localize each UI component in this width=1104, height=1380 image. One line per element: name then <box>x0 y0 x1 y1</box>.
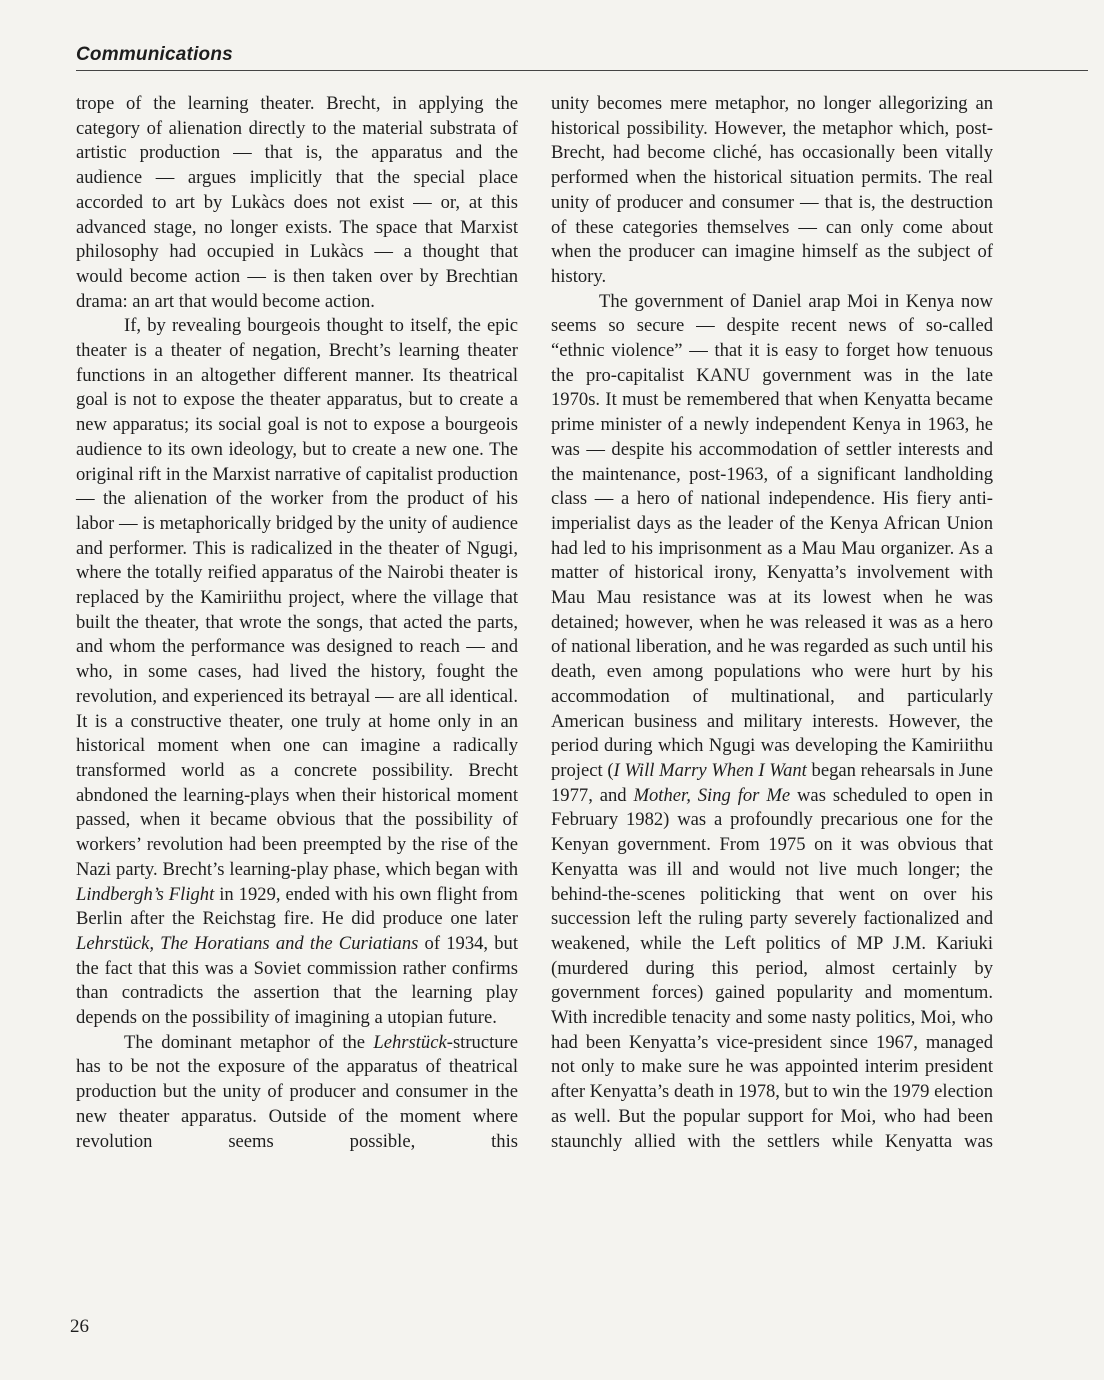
text-run: of 1934, but the fact that this was a Soviet commission rather confirms than contradicts the assertion that the learning play depends on the possibility of imagining a utopian future. <box>76 932 519 1029</box>
text-run: unity becomes mere metaphor, no longer allegorizing an historical possibility. However, the metaphor which, post-Brecht, had become cliché, has occasionally been vitally performed when the historical situation permits. The real unity of producer and consumer — that is, the destruction of these categories themselves — can only come about when the producer can imagine himself as the subject of history. <box>551 93 993 287</box>
header-rule <box>76 70 1088 71</box>
italic-title: Mother, Sing for Me <box>633 784 791 806</box>
text-run: was scheduled to open in February 1982) was a profoundly precarious one for the Kenyan government. From 1975 on it was obvious that Kenyatta was ill and would not live much longer; the behind-the-scenes politicking that went on over his succession left the ruling party severely factionalized and weakened, while the Left politics of MP J.M. Kariuki (murdered during this period, almost certainly by government forces) gained popularity and momentum. With incredible tenacity and some nasty politics, Moi, who had been Kenyatta’s vice-president since 1967, managed not only to make sure he was appointed interim president after Kenyatta’s death in 1978, but to win the 1979 election as well. But the popular support for Moi, who had been staunchly allied with the settlers while Kenyatta was <box>551 784 993 1152</box>
running-head: Communications <box>76 44 233 65</box>
italic-title: Lehrstück, The Horatians and the Curiatians <box>76 932 419 954</box>
text-run: The government of Daniel arap Moi in Kenya now seems so secure — despite recent news of so-called “ethnic violence” — that it is easy to forget how tenuous the pro-capitalist KANU government was in the late 1970s. It must be remembered that when Kenyatta became prime minister of a newly independent Kenya in 1963, he was — despite his accommodation of settler interests and the maintenance, post-1963, of a significant landholding class — a hero of national independence. His fiery anti-imperialist days as the leader of the Kenya African Union had led to his imprisonment as a Mau Mau organizer. As a matter of historical irony, Kenyatta’s involvement with Mau Mau resistance was at its lowest when he was detained; however, when he was released it was as a hero of national liberation, and he was regarded as such until his death, even among populations who were hurt by his accommodation of multinational, and particularly American business and military interests. However, the period during which Ngugi was developing the Kamiriithu project ( <box>551 290 993 781</box>
page-number: 26 <box>70 1316 89 1337</box>
italic-title: Lindbergh’s Flight <box>76 883 215 905</box>
italic-term: Lehrstück <box>373 1031 447 1053</box>
text-run: If, by revealing bourgeois thought to itself, the epic theater is a theater of negation, Brecht’s learning theater functions in an altogether different manner. Its theatrical goal is not to expose the theater apparatus, but to create a new apparatus; its social goal is not to expose a bourgeois audience to its own ideology, but to create a new one. The original rift in the Marxist narrative of capitalist production — the alienation of the worker from the product of his labor — is metaphorically bridged by the unity of audience and performer. This is radicalized in the theater of Ngugi, where the totally reified apparatus of the Nairobi theater is replaced by the Kamiriithu project, where the village that built the theater, that wrote the songs, that acted the parts, and whom the performance was designed to reach — and who, in some cases, had lived the history, fought the revolution, and experienced its betrayal — are all identical. It is a constructive theater, one truly at home only in an historical moment when one can imagine a radically transformed world as a concrete possibility. Brecht abndoned the learning-plays when their historical moment passed, when it became obvious that the possibility of workers’ revolution had been preempted by the rise of the Nazi party. Brecht’s learning-play phase, which began with <box>76 315 518 880</box>
paragraph <box>76 92 518 314</box>
paragraph <box>76 314 518 1030</box>
text-run: -structure has to be not the exposure of the apparatus of theatrical production but the unity of producer and consumer in the new theater apparatus. Outside of the moment where revolution seems possible, this <box>76 1031 518 1152</box>
text-run: The dominant metaphor of the <box>124 1031 374 1053</box>
paragraph <box>551 290 993 1155</box>
paragraph <box>551 92 993 290</box>
left-column <box>76 92 518 1154</box>
paragraph <box>76 1031 518 1155</box>
text-run: in 1929, ended with his own flight from Berlin after the Reichstag fire. He did produce one later <box>76 883 518 930</box>
right-column <box>551 92 993 1154</box>
text-run: began rehearsals in June 1977, and <box>551 759 993 806</box>
italic-title: I Will Marry When I Want <box>613 759 807 781</box>
text-run: trope of the learning theater. Brecht, in applying the category of alienation directly to the material substrata of artistic production — that is, the apparatus and the audience — argues implicitly that the special place accorded to art by Lukàcs does not exist — or, at this advanced stage, no longer exists. The space that Marxist philosophy had occupied in Lukàcs — a thought that would become action — is then taken over by Brechtian drama: an art that would become action. <box>76 93 518 312</box>
